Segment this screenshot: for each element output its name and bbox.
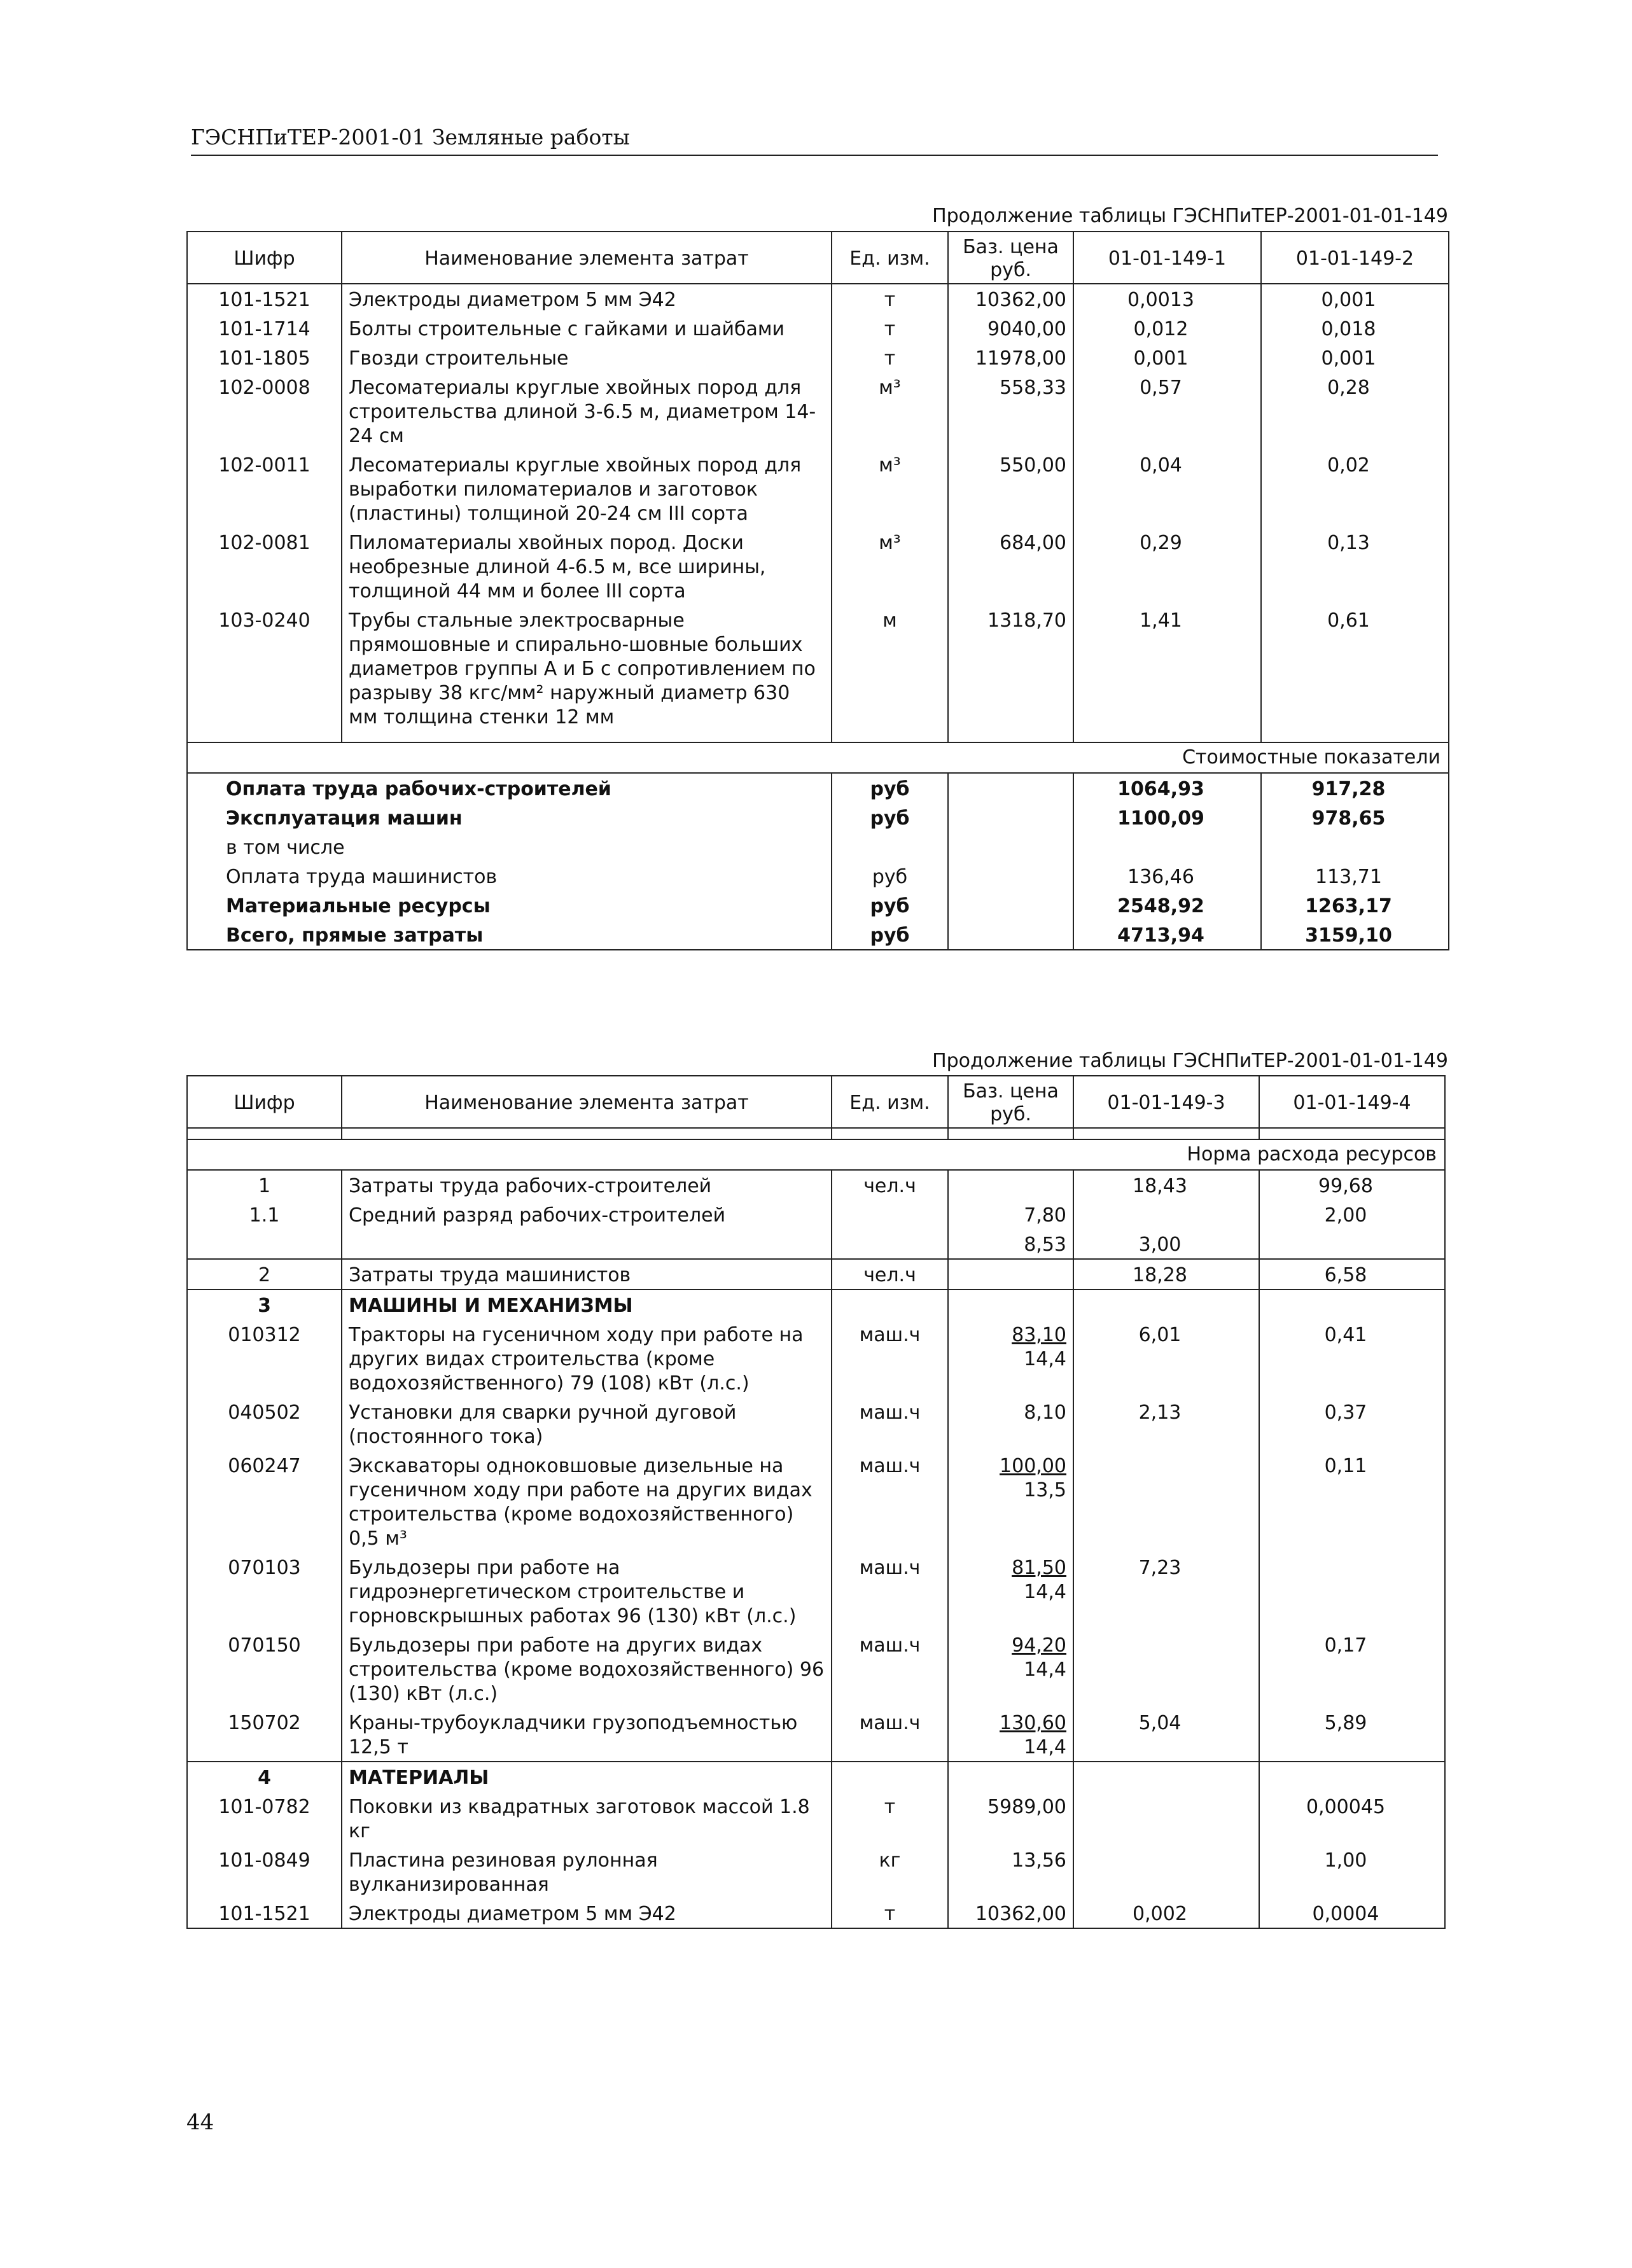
resource-code: 1.1 bbox=[187, 1200, 342, 1229]
base-price-secondary: 14,4 bbox=[1024, 1581, 1066, 1603]
cost-label: Оплата труда рабочих-строителей bbox=[187, 773, 832, 803]
table-row bbox=[187, 1397, 1445, 1451]
resource-name: МАТЕРИАЛЫ bbox=[342, 1762, 832, 1791]
resource-code: 102-0008 bbox=[187, 372, 342, 450]
resource-table-1 bbox=[186, 231, 1449, 950]
cost-row bbox=[187, 891, 1449, 920]
running-header: ГЭСНПиТЕР-2001-01 Земляные работы bbox=[191, 125, 1438, 156]
cost-caption-row bbox=[187, 742, 1449, 773]
value-col-a bbox=[1073, 1791, 1259, 1845]
table-row bbox=[187, 372, 1449, 450]
value-col-a: 0,0013 bbox=[1073, 284, 1261, 314]
base-price-cell bbox=[948, 1200, 1073, 1229]
base-price-cell bbox=[948, 1451, 1073, 1552]
value-col-b: 99,68 bbox=[1259, 1170, 1445, 1200]
cost-row bbox=[187, 803, 1449, 832]
spacer-cell bbox=[832, 1128, 948, 1139]
base-price-cell bbox=[948, 1630, 1073, 1708]
cost-label: Всего, прямые затраты bbox=[187, 920, 832, 950]
resource-code: 2 bbox=[187, 1259, 342, 1290]
resource-unit bbox=[832, 1200, 948, 1229]
value-col-b: 0,37 bbox=[1259, 1397, 1445, 1451]
resource-unit: м³ bbox=[832, 450, 948, 527]
base-price: 7,80 bbox=[1024, 1204, 1066, 1227]
resource-code: 070103 bbox=[187, 1552, 342, 1630]
spacer-cell bbox=[1261, 731, 1449, 742]
spacer-row bbox=[187, 731, 1449, 742]
resource-unit: чел.ч bbox=[832, 1259, 948, 1290]
base-price: 13,56 bbox=[1012, 1849, 1066, 1872]
cost-row bbox=[187, 861, 1449, 891]
base-price-cell bbox=[948, 1319, 1073, 1397]
base-price-cell bbox=[948, 1290, 1073, 1319]
table-row bbox=[187, 1259, 1445, 1290]
resource-code: 101-1521 bbox=[187, 284, 342, 314]
table-header-row bbox=[187, 1076, 1445, 1128]
resource-name: Средний разряд рабочих-строителей bbox=[342, 1200, 832, 1229]
cost-row bbox=[187, 832, 1449, 861]
base-price-cell bbox=[948, 1845, 1073, 1898]
table-row bbox=[187, 284, 1449, 314]
resource-table-2 bbox=[186, 1075, 1446, 1929]
cost-unit bbox=[832, 832, 948, 861]
base-price: 558,33 bbox=[948, 372, 1073, 450]
base-price: 10362,00 bbox=[975, 1903, 1066, 1925]
table-row bbox=[187, 527, 1449, 605]
cost-label: Оплата труда машинистов bbox=[187, 861, 832, 891]
base-price-secondary: 13,5 bbox=[1024, 1479, 1066, 1501]
resource-unit: т bbox=[832, 1898, 948, 1928]
cost-unit: руб bbox=[832, 920, 948, 950]
resource-unit: маш.ч bbox=[832, 1451, 948, 1552]
spacer-cell bbox=[1073, 731, 1261, 742]
norm-caption-cell bbox=[187, 1139, 1445, 1170]
spacer-cell bbox=[832, 731, 948, 742]
base-price: 130,60 bbox=[1000, 1712, 1066, 1734]
table-row bbox=[187, 1229, 1445, 1259]
cost-value-b: 1263,17 bbox=[1261, 891, 1449, 920]
value-col-b bbox=[1259, 1229, 1445, 1259]
resource-unit: маш.ч bbox=[832, 1552, 948, 1630]
resource-name: Экскаваторы одноковшовые дизельные на гусеничном ходу при работе на других видах строительства (кроме водохозяйственного) 0,5 м³ bbox=[342, 1451, 832, 1552]
base-price-cell bbox=[948, 1397, 1073, 1451]
resource-code: 102-0011 bbox=[187, 450, 342, 527]
resource-unit: маш.ч bbox=[832, 1708, 948, 1762]
cost-price-empty bbox=[948, 920, 1073, 950]
base-price-cell bbox=[948, 1229, 1073, 1259]
resource-code: 150702 bbox=[187, 1708, 342, 1762]
resource-name: Бульдозеры при работе на гидроэнергетическом строительстве и горновскрышных работах 96 (130) кВт (л.с.) bbox=[342, 1552, 832, 1630]
cost-value-a bbox=[1073, 832, 1261, 861]
cost-label: в том числе bbox=[187, 832, 832, 861]
value-col-a: 0,002 bbox=[1073, 1898, 1259, 1928]
cost-caption-cell bbox=[187, 742, 1449, 773]
spacer-cell bbox=[948, 731, 1073, 742]
base-price-secondary: 14,4 bbox=[1024, 1659, 1066, 1681]
base-price: 8,10 bbox=[1024, 1402, 1066, 1424]
resource-name: Установки для сварки ручной дуговой (постоянного тока) bbox=[342, 1397, 832, 1451]
cost-price-empty bbox=[948, 773, 1073, 803]
cost-price-empty bbox=[948, 832, 1073, 861]
base-price: 11978,00 bbox=[948, 343, 1073, 372]
value-col-b bbox=[1259, 1290, 1445, 1319]
base-price-cell bbox=[948, 1552, 1073, 1630]
value-col-b: 0,02 bbox=[1261, 450, 1449, 527]
resource-code bbox=[187, 1229, 342, 1259]
col-a-header: 01-01-149-1 bbox=[1073, 232, 1261, 284]
cost-caption: Стоимостные показатели bbox=[1182, 746, 1440, 769]
cost-price-empty bbox=[948, 891, 1073, 920]
cost-value-b: 978,65 bbox=[1261, 803, 1449, 832]
resource-code: 101-1521 bbox=[187, 1898, 342, 1928]
col-code-header: Шифр bbox=[187, 232, 342, 284]
value-col-b: 0,61 bbox=[1261, 605, 1449, 731]
value-col-b: 1,00 bbox=[1259, 1845, 1445, 1898]
value-col-a: 18,43 bbox=[1073, 1170, 1259, 1200]
base-price: 5989,00 bbox=[987, 1796, 1066, 1818]
value-col-a: 7,23 bbox=[1073, 1552, 1259, 1630]
cost-value-a: 2548,92 bbox=[1073, 891, 1261, 920]
resource-unit: м³ bbox=[832, 372, 948, 450]
col-a-header: 01-01-149-3 bbox=[1073, 1076, 1259, 1128]
resource-unit: маш.ч bbox=[832, 1630, 948, 1708]
value-col-b: 0,13 bbox=[1261, 527, 1449, 605]
base-price: 1318,70 bbox=[948, 605, 1073, 731]
cost-value-a: 1064,93 bbox=[1073, 773, 1261, 803]
base-price: 10362,00 bbox=[948, 284, 1073, 314]
spacer-cell bbox=[187, 1128, 342, 1139]
spacer-cell bbox=[1073, 1128, 1259, 1139]
table-row bbox=[187, 1451, 1445, 1552]
col-name-header: Наименование элемента затрат bbox=[342, 1076, 832, 1128]
resource-unit bbox=[832, 1229, 948, 1259]
cost-unit: руб bbox=[832, 861, 948, 891]
resource-name: Краны-трубоукладчики грузоподъемностью 12,5 т bbox=[342, 1708, 832, 1762]
cost-value-a: 4713,94 bbox=[1073, 920, 1261, 950]
resource-code: 4 bbox=[187, 1762, 342, 1791]
value-col-b: 0,0004 bbox=[1259, 1898, 1445, 1928]
col-code-header: Шифр bbox=[187, 1076, 342, 1128]
table-row bbox=[187, 1845, 1445, 1898]
value-col-a: 2,13 bbox=[1073, 1397, 1259, 1451]
table-header-row bbox=[187, 232, 1449, 284]
resource-name: Тракторы на гусеничном ходу при работе на других видах строительства (кроме водохозяйственного) 79 (108) кВт (л.с.) bbox=[342, 1319, 832, 1397]
resource-code: 103-0240 bbox=[187, 605, 342, 731]
cost-label: Материальные ресурсы bbox=[187, 891, 832, 920]
resource-code: 040502 bbox=[187, 1397, 342, 1451]
continuation-caption: Продолжение таблицы ГЭСНПиТЕР-2001-01-01-149 bbox=[932, 205, 1448, 227]
resource-unit: маш.ч bbox=[832, 1397, 948, 1451]
base-price-cell bbox=[948, 1898, 1073, 1928]
base-price-secondary: 14,4 bbox=[1024, 1348, 1066, 1370]
value-col-a bbox=[1073, 1290, 1259, 1319]
norm-caption: Норма расхода ресурсов bbox=[1187, 1143, 1437, 1165]
value-col-a: 18,28 bbox=[1073, 1259, 1259, 1290]
resource-unit: т bbox=[832, 1791, 948, 1845]
value-col-b bbox=[1259, 1552, 1445, 1630]
resource-name: Электроды диаметром 5 мм Э42 bbox=[342, 1898, 832, 1928]
value-col-a bbox=[1073, 1451, 1259, 1552]
resource-name bbox=[342, 1229, 832, 1259]
spacer-cell bbox=[342, 731, 832, 742]
cost-row bbox=[187, 773, 1449, 803]
resource-code: 1 bbox=[187, 1170, 342, 1200]
cost-value-b: 113,71 bbox=[1261, 861, 1449, 891]
value-col-a: 5,04 bbox=[1073, 1708, 1259, 1762]
col-unit-header: Ед. изм. bbox=[832, 232, 948, 284]
col-b-header: 01-01-149-4 bbox=[1259, 1076, 1445, 1128]
resource-name: Трубы стальные электросварные прямошовные и спирально-шовные больших диаметров группы А и Б с сопротивлением по разрыву 38 кгс/мм² наружный диаметр 630 мм толщина стенки 12 мм bbox=[342, 605, 832, 731]
base-price-cell bbox=[948, 1791, 1073, 1845]
base-price-cell bbox=[948, 1170, 1073, 1200]
resource-name: Поковки из квадратных заготовок массой 1.8 кг bbox=[342, 1791, 832, 1845]
col-price-header: Баз. цена руб. bbox=[948, 1076, 1073, 1128]
base-price: 83,10 bbox=[1012, 1324, 1066, 1346]
value-col-b bbox=[1259, 1762, 1445, 1791]
cost-unit: руб bbox=[832, 891, 948, 920]
cost-row bbox=[187, 920, 1449, 950]
base-price-secondary: 14,4 bbox=[1024, 1736, 1066, 1758]
resource-name: Электроды диаметром 5 мм Э42 bbox=[342, 284, 832, 314]
base-price-cell bbox=[948, 1762, 1073, 1791]
resource-unit: кг bbox=[832, 1845, 948, 1898]
base-price: 81,50 bbox=[1012, 1557, 1066, 1579]
value-col-b: 5,89 bbox=[1259, 1708, 1445, 1762]
value-col-b: 0,28 bbox=[1261, 372, 1449, 450]
table-row bbox=[187, 1791, 1445, 1845]
value-col-b: 0,001 bbox=[1261, 343, 1449, 372]
cost-unit: руб bbox=[832, 803, 948, 832]
spacer-cell bbox=[948, 1128, 1073, 1139]
value-col-a bbox=[1073, 1630, 1259, 1708]
value-col-a: 6,01 bbox=[1073, 1319, 1259, 1397]
spacer-cell bbox=[187, 731, 342, 742]
col-price-header: Баз. цена руб. bbox=[948, 232, 1073, 284]
base-price: 100,00 bbox=[1000, 1455, 1066, 1477]
resource-name: Пиломатериалы хвойных пород. Доски необрезные длиной 4-6.5 м, все ширины, толщиной 44 мм и более III сорта bbox=[342, 527, 832, 605]
value-col-a: 0,001 bbox=[1073, 343, 1261, 372]
cost-value-a: 136,46 bbox=[1073, 861, 1261, 891]
value-col-a: 3,00 bbox=[1073, 1229, 1259, 1259]
table-row bbox=[187, 1290, 1445, 1319]
table-row bbox=[187, 314, 1449, 343]
value-col-b: 0,41 bbox=[1259, 1319, 1445, 1397]
value-col-a bbox=[1073, 1845, 1259, 1898]
value-col-b: 0,00045 bbox=[1259, 1791, 1445, 1845]
base-price: 9040,00 bbox=[948, 314, 1073, 343]
table-row bbox=[187, 450, 1449, 527]
col-b-header: 01-01-149-2 bbox=[1261, 232, 1449, 284]
cost-price-empty bbox=[948, 803, 1073, 832]
table-row bbox=[187, 1552, 1445, 1630]
resource-unit bbox=[832, 1290, 948, 1319]
cost-price-empty bbox=[948, 861, 1073, 891]
resource-unit: т bbox=[832, 343, 948, 372]
page-number: 44 bbox=[186, 2110, 214, 2135]
resource-name: Затраты труда машинистов bbox=[342, 1259, 832, 1290]
col-name-header: Наименование элемента затрат bbox=[342, 232, 832, 284]
table-row bbox=[187, 1200, 1445, 1229]
resource-code: 101-0782 bbox=[187, 1791, 342, 1845]
norm-caption-row bbox=[187, 1139, 1445, 1170]
value-col-b: 6,58 bbox=[1259, 1259, 1445, 1290]
cost-value-b bbox=[1261, 832, 1449, 861]
value-col-a: 0,29 bbox=[1073, 527, 1261, 605]
value-col-b: 0,17 bbox=[1259, 1630, 1445, 1708]
cost-unit: руб bbox=[832, 773, 948, 803]
resource-code: 010312 bbox=[187, 1319, 342, 1397]
value-col-b: 2,00 bbox=[1259, 1200, 1445, 1229]
resource-name: Пластина резиновая рулонная вулканизированная bbox=[342, 1845, 832, 1898]
resource-name: Гвозди строительные bbox=[342, 343, 832, 372]
resource-code: 101-1714 bbox=[187, 314, 342, 343]
table-row bbox=[187, 1170, 1445, 1200]
resource-code: 060247 bbox=[187, 1451, 342, 1552]
value-col-a bbox=[1073, 1200, 1259, 1229]
resource-code: 102-0081 bbox=[187, 527, 342, 605]
cost-value-a: 1100,09 bbox=[1073, 803, 1261, 832]
resource-name: Болты строительные с гайками и шайбами bbox=[342, 314, 832, 343]
resource-code: 070150 bbox=[187, 1630, 342, 1708]
value-col-a bbox=[1073, 1762, 1259, 1791]
table-row bbox=[187, 343, 1449, 372]
cost-label: Эксплуатация машин bbox=[187, 803, 832, 832]
base-price-cell bbox=[948, 1259, 1073, 1290]
base-price: 94,20 bbox=[1012, 1634, 1066, 1657]
resource-unit: м³ bbox=[832, 527, 948, 605]
base-price: 684,00 bbox=[948, 527, 1073, 605]
table-row bbox=[187, 605, 1449, 731]
base-price-cell bbox=[948, 1708, 1073, 1762]
spacer-cell bbox=[1259, 1128, 1445, 1139]
resource-unit: маш.ч bbox=[832, 1319, 948, 1397]
value-col-b: 0,001 bbox=[1261, 284, 1449, 314]
value-col-a: 0,57 bbox=[1073, 372, 1261, 450]
cost-value-b: 917,28 bbox=[1261, 773, 1449, 803]
value-col-a: 0,04 bbox=[1073, 450, 1261, 527]
resource-name: Лесоматериалы круглые хвойных пород для выработки пиломатериалов и заготовок (пластины) толщиной 20-24 см III сорта bbox=[342, 450, 832, 527]
resource-unit bbox=[832, 1762, 948, 1791]
spacer-row bbox=[187, 1128, 1445, 1139]
resource-code: 3 bbox=[187, 1290, 342, 1319]
table-row bbox=[187, 1898, 1445, 1928]
cost-value-b: 3159,10 bbox=[1261, 920, 1449, 950]
value-col-a: 0,012 bbox=[1073, 314, 1261, 343]
resource-name: Затраты труда рабочих-строителей bbox=[342, 1170, 832, 1200]
table-row bbox=[187, 1708, 1445, 1762]
resource-name: МАШИНЫ И МЕХАНИЗМЫ bbox=[342, 1290, 832, 1319]
resource-name: Лесоматериалы круглые хвойных пород для строительства длиной 3-6.5 м, диаметром 14-24 см bbox=[342, 372, 832, 450]
resource-unit: м bbox=[832, 605, 948, 731]
table-row bbox=[187, 1319, 1445, 1397]
base-price: 550,00 bbox=[948, 450, 1073, 527]
value-col-a: 1,41 bbox=[1073, 605, 1261, 731]
table-row bbox=[187, 1762, 1445, 1791]
resource-code: 101-1805 bbox=[187, 343, 342, 372]
continuation-caption-2: Продолжение таблицы ГЭСНПиТЕР-2001-01-01-149 bbox=[932, 1050, 1448, 1072]
value-col-b: 0,11 bbox=[1259, 1451, 1445, 1552]
resource-name: Бульдозеры при работе на других видах строительства (кроме водохозяйственного) 96 (130) кВт (л.с.) bbox=[342, 1630, 832, 1708]
col-unit-header: Ед. изм. bbox=[832, 1076, 948, 1128]
base-price: 8,53 bbox=[1024, 1234, 1066, 1256]
table-row bbox=[187, 1630, 1445, 1708]
resource-unit: чел.ч bbox=[832, 1170, 948, 1200]
resource-unit: т bbox=[832, 314, 948, 343]
resource-unit: т bbox=[832, 284, 948, 314]
resource-code: 101-0849 bbox=[187, 1845, 342, 1898]
value-col-b: 0,018 bbox=[1261, 314, 1449, 343]
spacer-cell bbox=[342, 1128, 832, 1139]
